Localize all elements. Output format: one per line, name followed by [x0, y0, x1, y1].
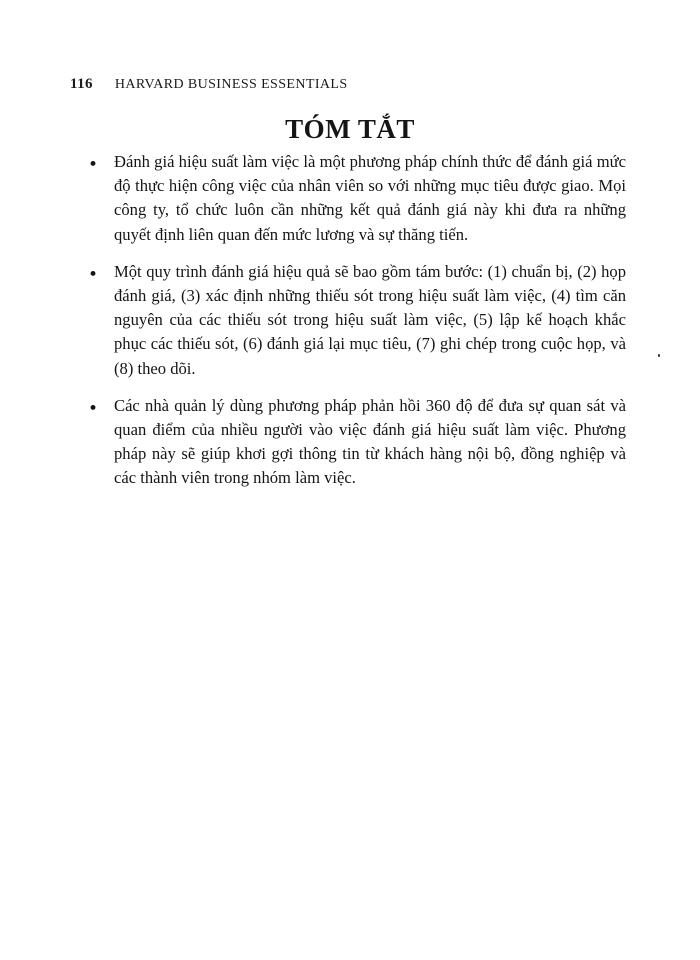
running-title: HARVARD BUSINESS ESSENTIALS — [114, 77, 348, 92]
summary-item-360-feedback — [86, 394, 626, 491]
summary-item-evaluation-definition — [86, 150, 626, 247]
bullet-icon: • — [88, 264, 99, 285]
scan-speck — [658, 354, 660, 357]
summary-item-text: Đánh giá hiệu suất làm việc là một phương pháp chính thức để đánh giá mức độ thực hiện công việc của nhân viên so với những mục tiêu được giao. Mọi công ty, tổ chức luôn cần những kết quả đánh giá này khi đưa ra những quyết định liên quan đến mức lương và sự thăng tiến. — [114, 152, 626, 244]
summary-item-eight-steps — [86, 260, 626, 381]
bullet-icon: • — [88, 398, 99, 419]
summary-item-text: Các nhà quản lý dùng phương pháp phản hồi 360 độ để đưa sự quan sát và quan điểm của nhiều người vào việc đánh giá hiệu suất làm việc. Phương pháp này sẽ giúp khơi gợi thông tin từ khách hàng nội bộ, đồng nghiệp và các thành viên trong nhóm làm việc. — [114, 395, 626, 488]
section-title: TÓM TẮT — [285, 114, 415, 144]
summary-list — [86, 150, 626, 504]
summary-item-text: Một quy trình đánh giá hiệu quả sẽ bao gồm tám bước: (1) chuẩn bị, (2) họp đánh giá, (3) xác định những thiếu sót trong hiệu suất làm việc, (4) tìm căn nguyên của các thiếu sót trong hiệu suất làm việc, (5) lập kế hoạch khắc phục các thiếu sót, (6) đánh giá lại mục tiêu, (7) ghi chép trong cuộc họp, và (8) theo dõi. — [114, 261, 626, 378]
bullet-icon: • — [88, 155, 99, 175]
running-header — [70, 76, 348, 93]
page-number: 116 — [70, 76, 93, 92]
